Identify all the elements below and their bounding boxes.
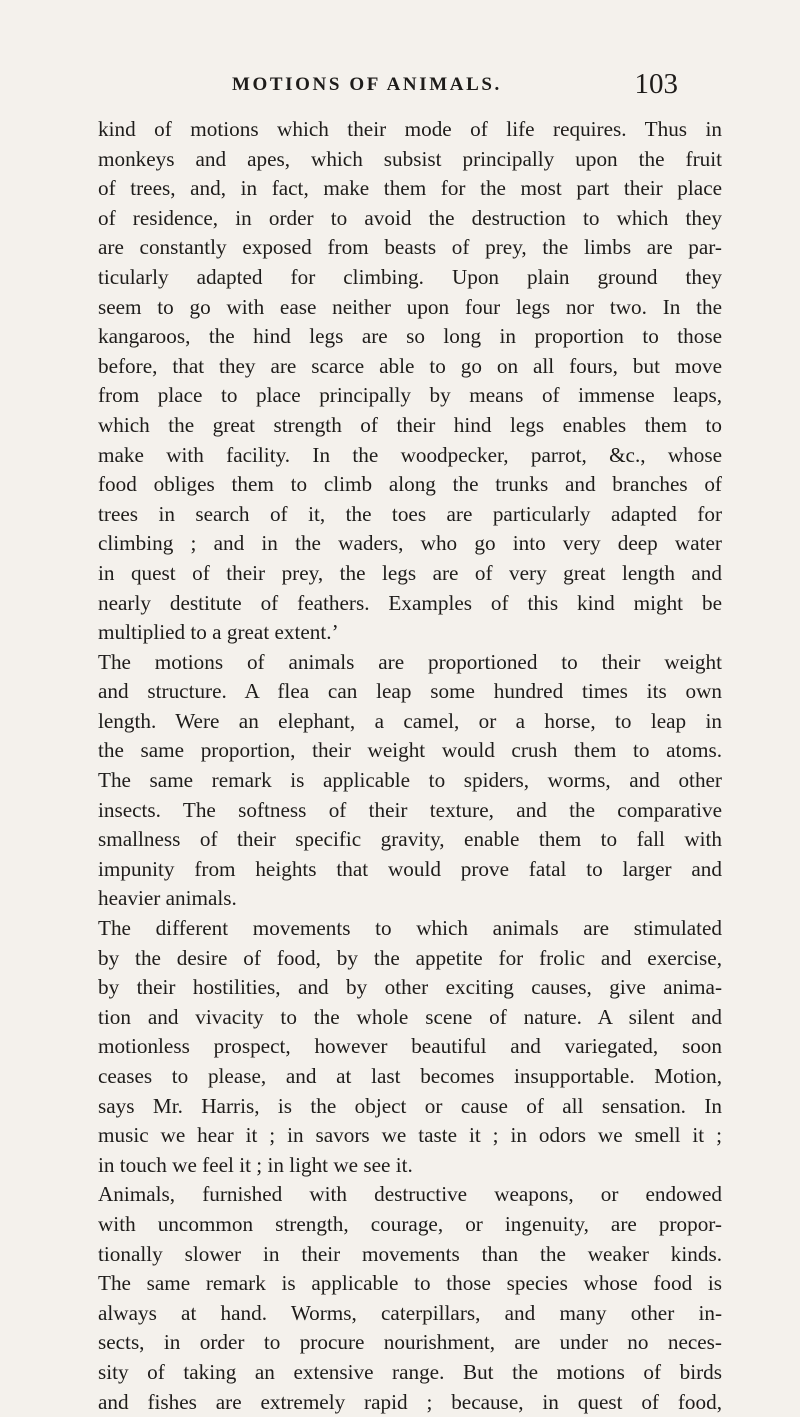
text-line: food obliges them to climb along the trunks and branches of bbox=[98, 472, 722, 497]
text-line: The same remark is applicable to spiders, worms, and other bbox=[98, 768, 722, 793]
text-line: seem to go with ease neither upon four legs nor two. In the bbox=[98, 294, 722, 319]
text-line: sity of taking an extensive range. But the motions of birds bbox=[98, 1359, 722, 1384]
text-line: before, that they are scarce able to go on all fours, but move bbox=[98, 353, 722, 378]
text-line: says Mr. Harris, is the object or cause of all sensation. In bbox=[98, 1093, 722, 1118]
text-line: kind of motions which their mode of life requires. Thus in bbox=[98, 117, 722, 141]
text-line: from place to place principally by means of immense leaps, bbox=[98, 383, 722, 408]
text-line: insects. The softness of their texture, and the comparative bbox=[98, 797, 722, 822]
text-line: heavier animals. bbox=[98, 886, 237, 911]
text-line: of trees, and, in fact, make them for the most part their place bbox=[98, 176, 722, 201]
text-line: tion and vivacity to the whole scene of nature. A silent and bbox=[98, 1004, 722, 1029]
text-line: trees in search of it, the toes are particularly adapted for bbox=[98, 501, 722, 526]
text-line: music we hear it ; in savors we taste it ; in odors we smell it ; bbox=[98, 1123, 722, 1148]
text-line: The different movements to which animals are stimulated bbox=[98, 916, 722, 941]
text-line: sects, in order to procure nourishment, are under no neces- bbox=[98, 1330, 722, 1355]
text-line: length. Were an elephant, a camel, or a horse, to leap in bbox=[98, 708, 722, 733]
text-line: tionally slower in their movements than the weaker kinds. bbox=[98, 1241, 722, 1266]
text-line: with uncommon strength, courage, or ingenuity, are propor- bbox=[98, 1211, 722, 1236]
text-line: always at hand. Worms, caterpillars, and many other in- bbox=[98, 1300, 722, 1325]
text-line: Animals, furnished with destructive weapons, or endowed bbox=[98, 1182, 722, 1207]
text-line: smallness of their specific gravity, enable them to fall with bbox=[98, 827, 722, 852]
text-line: multiplied to a great extent.’ bbox=[98, 620, 339, 645]
text-line: by the desire of food, by the appetite for frolic and exercise, bbox=[98, 945, 722, 970]
text-line: The motions of animals are proportioned to their weight bbox=[98, 649, 722, 674]
text-line: kangaroos, the hind legs are so long in proportion to those bbox=[98, 324, 722, 349]
text-line: ceases to please, and at last becomes insupportable. Motion, bbox=[98, 1064, 722, 1088]
text-line: motionless prospect, however beautiful and variegated, soon bbox=[98, 1034, 722, 1059]
text-line: monkeys and apes, which subsist principally upon the fruit bbox=[98, 146, 722, 171]
text-line: by their hostilities, and by other exciting causes, give anima- bbox=[98, 975, 722, 1000]
text-line: ticularly adapted for climbing. Upon plain ground they bbox=[98, 264, 722, 289]
text-line: which the great strength of their hind legs enables them to bbox=[98, 412, 722, 437]
page-header bbox=[232, 68, 678, 102]
text-line: and structure. A flea can leap some hundred times its own bbox=[98, 679, 722, 704]
text-line: climbing ; and in the waders, who go into very deep water bbox=[98, 531, 722, 556]
text-line: are constantly exposed from beasts of prey, the limbs are par- bbox=[98, 235, 722, 260]
text-line: make with facility. In the woodpecker, parrot, &c., whose bbox=[98, 442, 722, 467]
body-text bbox=[98, 115, 722, 1417]
text-line: impunity from heights that would prove fatal to larger and bbox=[98, 856, 722, 881]
text-line: the same proportion, their weight would crush them to atoms. bbox=[98, 738, 722, 763]
text-line: of residence, in order to avoid the destruction to which they bbox=[98, 205, 722, 230]
page-number: 103 bbox=[634, 68, 678, 100]
running-head: MOTIONS OF ANIMALS. bbox=[232, 74, 502, 95]
text-line: in touch we feel it ; in light we see it. bbox=[98, 1152, 413, 1177]
text-line: and fishes are extremely rapid ; because, in quest of food, bbox=[98, 1389, 722, 1414]
text-line: The same remark is applicable to those species whose food is bbox=[98, 1271, 722, 1296]
text-line: nearly destitute of feathers. Examples of this kind might be bbox=[98, 590, 722, 615]
text-line: in quest of their prey, the legs are of very great length and bbox=[98, 560, 722, 585]
